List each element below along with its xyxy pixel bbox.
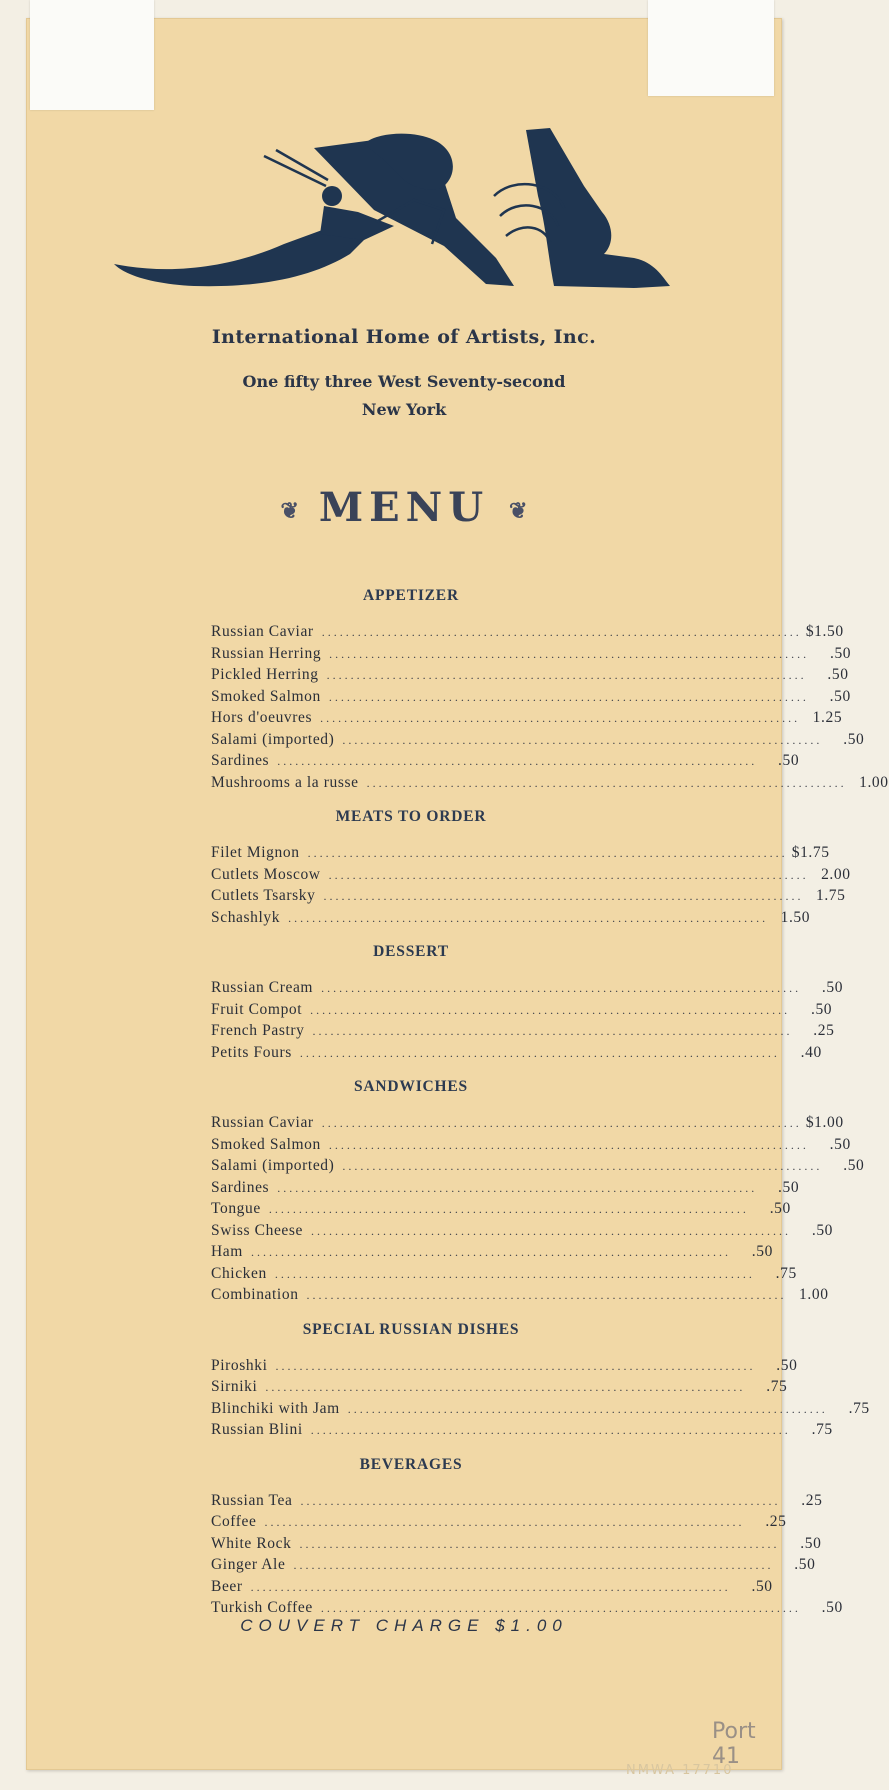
menu-item-price: .75: [766, 1378, 788, 1395]
menu-item-price: $1.50: [805, 623, 844, 640]
menu-item-name: Smoked Salmon: [211, 687, 321, 705]
menu-item-name: Sirniki: [211, 1378, 258, 1395]
menu-item: [211, 979, 844, 1001]
menu-item: [211, 1157, 865, 1179]
menu-item-price: .50: [829, 644, 852, 662]
menu-item-price: 1.00: [799, 1286, 829, 1303]
menu-item: [211, 1221, 834, 1244]
leader-dots: ................................................................................: [310, 1423, 791, 1437]
menu-item-price: 1.50: [780, 908, 811, 926]
menu-item-name: Coffee: [211, 1513, 257, 1530]
leader-dots: ................................................................................: [264, 1515, 745, 1529]
menu-item-price: .50: [829, 1135, 851, 1153]
menu-item-price: 2.00: [821, 865, 851, 883]
leader-dots: ................................................................................: [321, 981, 802, 995]
menu-item-name: Mushrooms a la russe: [211, 773, 359, 791]
section-gap: [211, 1065, 611, 1076]
menu-item-name: Cutlets Tsarsky: [211, 887, 316, 904]
menu-item-name: Blinchiki with Jam: [211, 1399, 340, 1417]
menu-item: [211, 709, 843, 731]
leader-dots: ................................................................................: [268, 1202, 749, 1216]
leader-dots: ................................................................................: [329, 646, 810, 661]
leader-dots: ................................................................................: [300, 1493, 781, 1508]
leader-dots: ................................................................................: [323, 889, 804, 903]
menu-item: [211, 1378, 788, 1400]
menu-item-price: .50: [778, 1178, 800, 1196]
menu-item-name: French Pastry: [211, 1022, 305, 1039]
swirl-3: [506, 227, 550, 242]
menu-item: [211, 1178, 800, 1201]
tape-right: [648, 0, 774, 96]
leader-dots: ................................................................................: [326, 668, 807, 682]
leader-dots: ................................................................................: [342, 732, 823, 747]
menu-item-name: Russian Herring: [211, 644, 322, 662]
menu-item-price: 1.75: [815, 887, 846, 904]
menu-item-price: .50: [810, 1000, 833, 1018]
menu-item-price: .75: [811, 1421, 833, 1438]
menu-item: [211, 773, 889, 796]
menu-item: [211, 1043, 822, 1066]
menu-item: [211, 887, 846, 909]
menu-item: [211, 1022, 835, 1044]
leader-dots: ................................................................................: [299, 1045, 780, 1060]
menu-item: [211, 1556, 816, 1578]
leader-dots: ................................................................................: [277, 754, 758, 768]
menu-item-name: Ham: [211, 1243, 243, 1260]
menu-item-price: .50: [776, 1356, 798, 1374]
pencil-annotation: Port 41: [712, 1719, 756, 1769]
org-name: International Home of Artists, Inc.: [211, 326, 597, 348]
menu-item-name: Fruit Compot: [211, 1000, 303, 1018]
menu-item: [211, 1000, 833, 1023]
leader-dots: ................................................................................: [342, 1159, 823, 1173]
menu-item-price: .25: [813, 1022, 835, 1039]
leader-dots: ................................................................................: [347, 1401, 828, 1416]
menu-item: [211, 1399, 870, 1422]
menu-item: [211, 644, 852, 667]
menu-item-price: .50: [821, 1599, 843, 1616]
menu-item: [211, 1200, 791, 1222]
leader-dots: ................................................................................: [312, 1024, 793, 1038]
menu-item-price: 1.25: [812, 709, 843, 726]
section-gap: [211, 930, 611, 941]
org-address: One fifty three West Seventy-second: [242, 372, 566, 391]
menu-item-price: .75: [848, 1399, 870, 1417]
menu-item-name: Cutlets Moscow: [211, 865, 321, 883]
menu-item-name: Russian Blini: [211, 1421, 303, 1438]
menu-item: [211, 1286, 829, 1308]
menu-item: [211, 865, 851, 888]
menu-item-price: .50: [751, 1243, 773, 1260]
menu-item-name: Hors d'oeuvres: [211, 709, 313, 726]
menu-item: [211, 1114, 844, 1136]
menu-item-price: .25: [801, 1491, 823, 1509]
menu-item-name: Filet Mignon: [211, 844, 300, 861]
menu-item: [211, 908, 811, 931]
menu-item-name: Salami (imported): [211, 1157, 335, 1174]
menu-item-price: .75: [775, 1264, 797, 1282]
leader-dots: ................................................................................: [328, 689, 809, 704]
menu-item-price: $1.75: [791, 844, 830, 861]
fan-shape: [526, 128, 670, 288]
leader-dots: ................................................................................: [328, 1137, 809, 1152]
leader-dots: ................................................................................: [306, 1288, 787, 1302]
leader-dots: ................................................................................: [275, 1358, 756, 1373]
menu-item-name: Salami (imported): [211, 730, 335, 748]
menu-sheet: [26, 18, 889, 1778]
menu-item: [211, 730, 865, 753]
menu-item: [211, 623, 844, 645]
menu-item-price: .50: [821, 979, 844, 996]
menu-item-name: Petits Fours: [211, 1043, 292, 1061]
menu-item-price: .25: [765, 1513, 787, 1530]
menu-item-name: Combination: [211, 1286, 299, 1303]
section-gap: [211, 1308, 611, 1319]
section-title: APPETIZER: [363, 587, 459, 604]
menu-item-price: .40: [800, 1043, 822, 1061]
leader-dots: ................................................................................: [265, 1380, 746, 1394]
menu-item-price: 1.00: [859, 773, 889, 791]
org-city: New York: [361, 400, 447, 419]
menu-item-name: Turkish Coffee: [211, 1599, 313, 1616]
menu-item-name: Sardines: [211, 1178, 270, 1196]
menu-item: [211, 844, 830, 866]
menu-item: [211, 1421, 833, 1443]
menu-item-price: .50: [843, 730, 865, 748]
leader-dots: ................................................................................: [320, 711, 801, 725]
menu-title: [26, 484, 782, 531]
section-gap: [211, 795, 611, 806]
menu-item: [211, 1491, 823, 1514]
menu-item: [211, 1135, 851, 1158]
leader-dots: ................................................................................: [274, 1266, 755, 1281]
menu-item: [211, 1243, 773, 1265]
menu-item-name: Swiss Cheese: [211, 1221, 304, 1239]
menu-item: [211, 1356, 798, 1379]
section-title: MEATS TO ORDER: [335, 808, 487, 825]
menu-item-name: Ginger Ale: [211, 1556, 286, 1573]
leader-dots: ................................................................................: [307, 846, 788, 860]
leader-dots: ................................................................................: [311, 1223, 792, 1238]
menu-item-name: Sardines: [211, 752, 270, 769]
menu-item-name: Piroshki: [211, 1356, 268, 1374]
menu-item-name: Pickled Herring: [211, 666, 319, 683]
section-title: SANDWICHES: [354, 1078, 468, 1095]
menu-item-name: Chicken: [211, 1264, 267, 1282]
leader-dots: ................................................................................: [328, 867, 809, 882]
menu-item-name: Russian Caviar: [211, 1114, 314, 1131]
section-title: SPECIAL RUSSIAN DISHES: [302, 1320, 520, 1338]
leader-dots: ................................................................................: [321, 1116, 802, 1130]
menu-item-price: .50: [843, 1157, 865, 1174]
collection-stamp: NMWA 17710: [626, 1763, 734, 1778]
leader-dots: ................................................................................: [250, 1245, 731, 1259]
leader-dots: ................................................................................: [293, 1558, 774, 1572]
ornament-right: ❦: [509, 498, 528, 524]
menu-item-name: Schashlyk: [211, 908, 281, 926]
leader-dots: ................................................................................: [299, 1536, 780, 1551]
menu-item-price: .50: [778, 752, 800, 769]
menu-item-price: $1.00: [805, 1114, 844, 1131]
leader-dots: ................................................................................: [366, 775, 847, 790]
menu-item-name: Tongue: [211, 1200, 261, 1217]
menu-item-name: Beer: [211, 1577, 243, 1595]
menu-title-text: MENU: [318, 484, 490, 531]
menu-item-price: .50: [751, 1577, 773, 1595]
menu-item-price: .50: [811, 1221, 834, 1239]
menu-item: [211, 1577, 773, 1600]
menu-item: [211, 1534, 822, 1557]
leader-dots: ................................................................................: [277, 1180, 758, 1195]
ornament-left: ❦: [280, 498, 299, 524]
menu-item-price: .50: [769, 1200, 791, 1217]
menu-item-name: Smoked Salmon: [211, 1135, 321, 1153]
menu-item-price: .50: [827, 666, 849, 683]
menu-item-name: Russian Tea: [211, 1491, 293, 1509]
leader-dots: ................................................................................: [310, 1002, 791, 1017]
couvert-charge: COUVERT CHARGE $1.00: [240, 1616, 568, 1635]
figure-head: [322, 186, 342, 206]
leader-dots: ................................................................................: [250, 1579, 731, 1594]
menu-item-price: .50: [794, 1556, 816, 1573]
section-gap: [211, 1443, 611, 1454]
menu-item: [211, 1513, 787, 1535]
menu-item-price: .50: [800, 1534, 822, 1552]
leader-dots: ................................................................................: [321, 625, 802, 639]
menu-sections: [211, 585, 889, 1632]
menu-item: [211, 687, 851, 710]
menu-item-name: White Rock: [211, 1534, 292, 1552]
section-title: BEVERAGES: [359, 1455, 463, 1473]
leader-dots: ................................................................................: [288, 910, 769, 925]
tape-left: [30, 0, 154, 110]
menu-item-name: Russian Cream: [211, 979, 314, 996]
leader-dots: ................................................................................: [320, 1601, 801, 1615]
menu-item: [211, 1264, 797, 1287]
section-title: DESSERT: [373, 943, 449, 960]
menu-item-price: .50: [829, 687, 851, 705]
menu-item-name: Russian Caviar: [211, 623, 314, 640]
menu-item: [211, 666, 849, 688]
menu-item: [211, 752, 800, 774]
artist-illustration: [114, 126, 710, 332]
